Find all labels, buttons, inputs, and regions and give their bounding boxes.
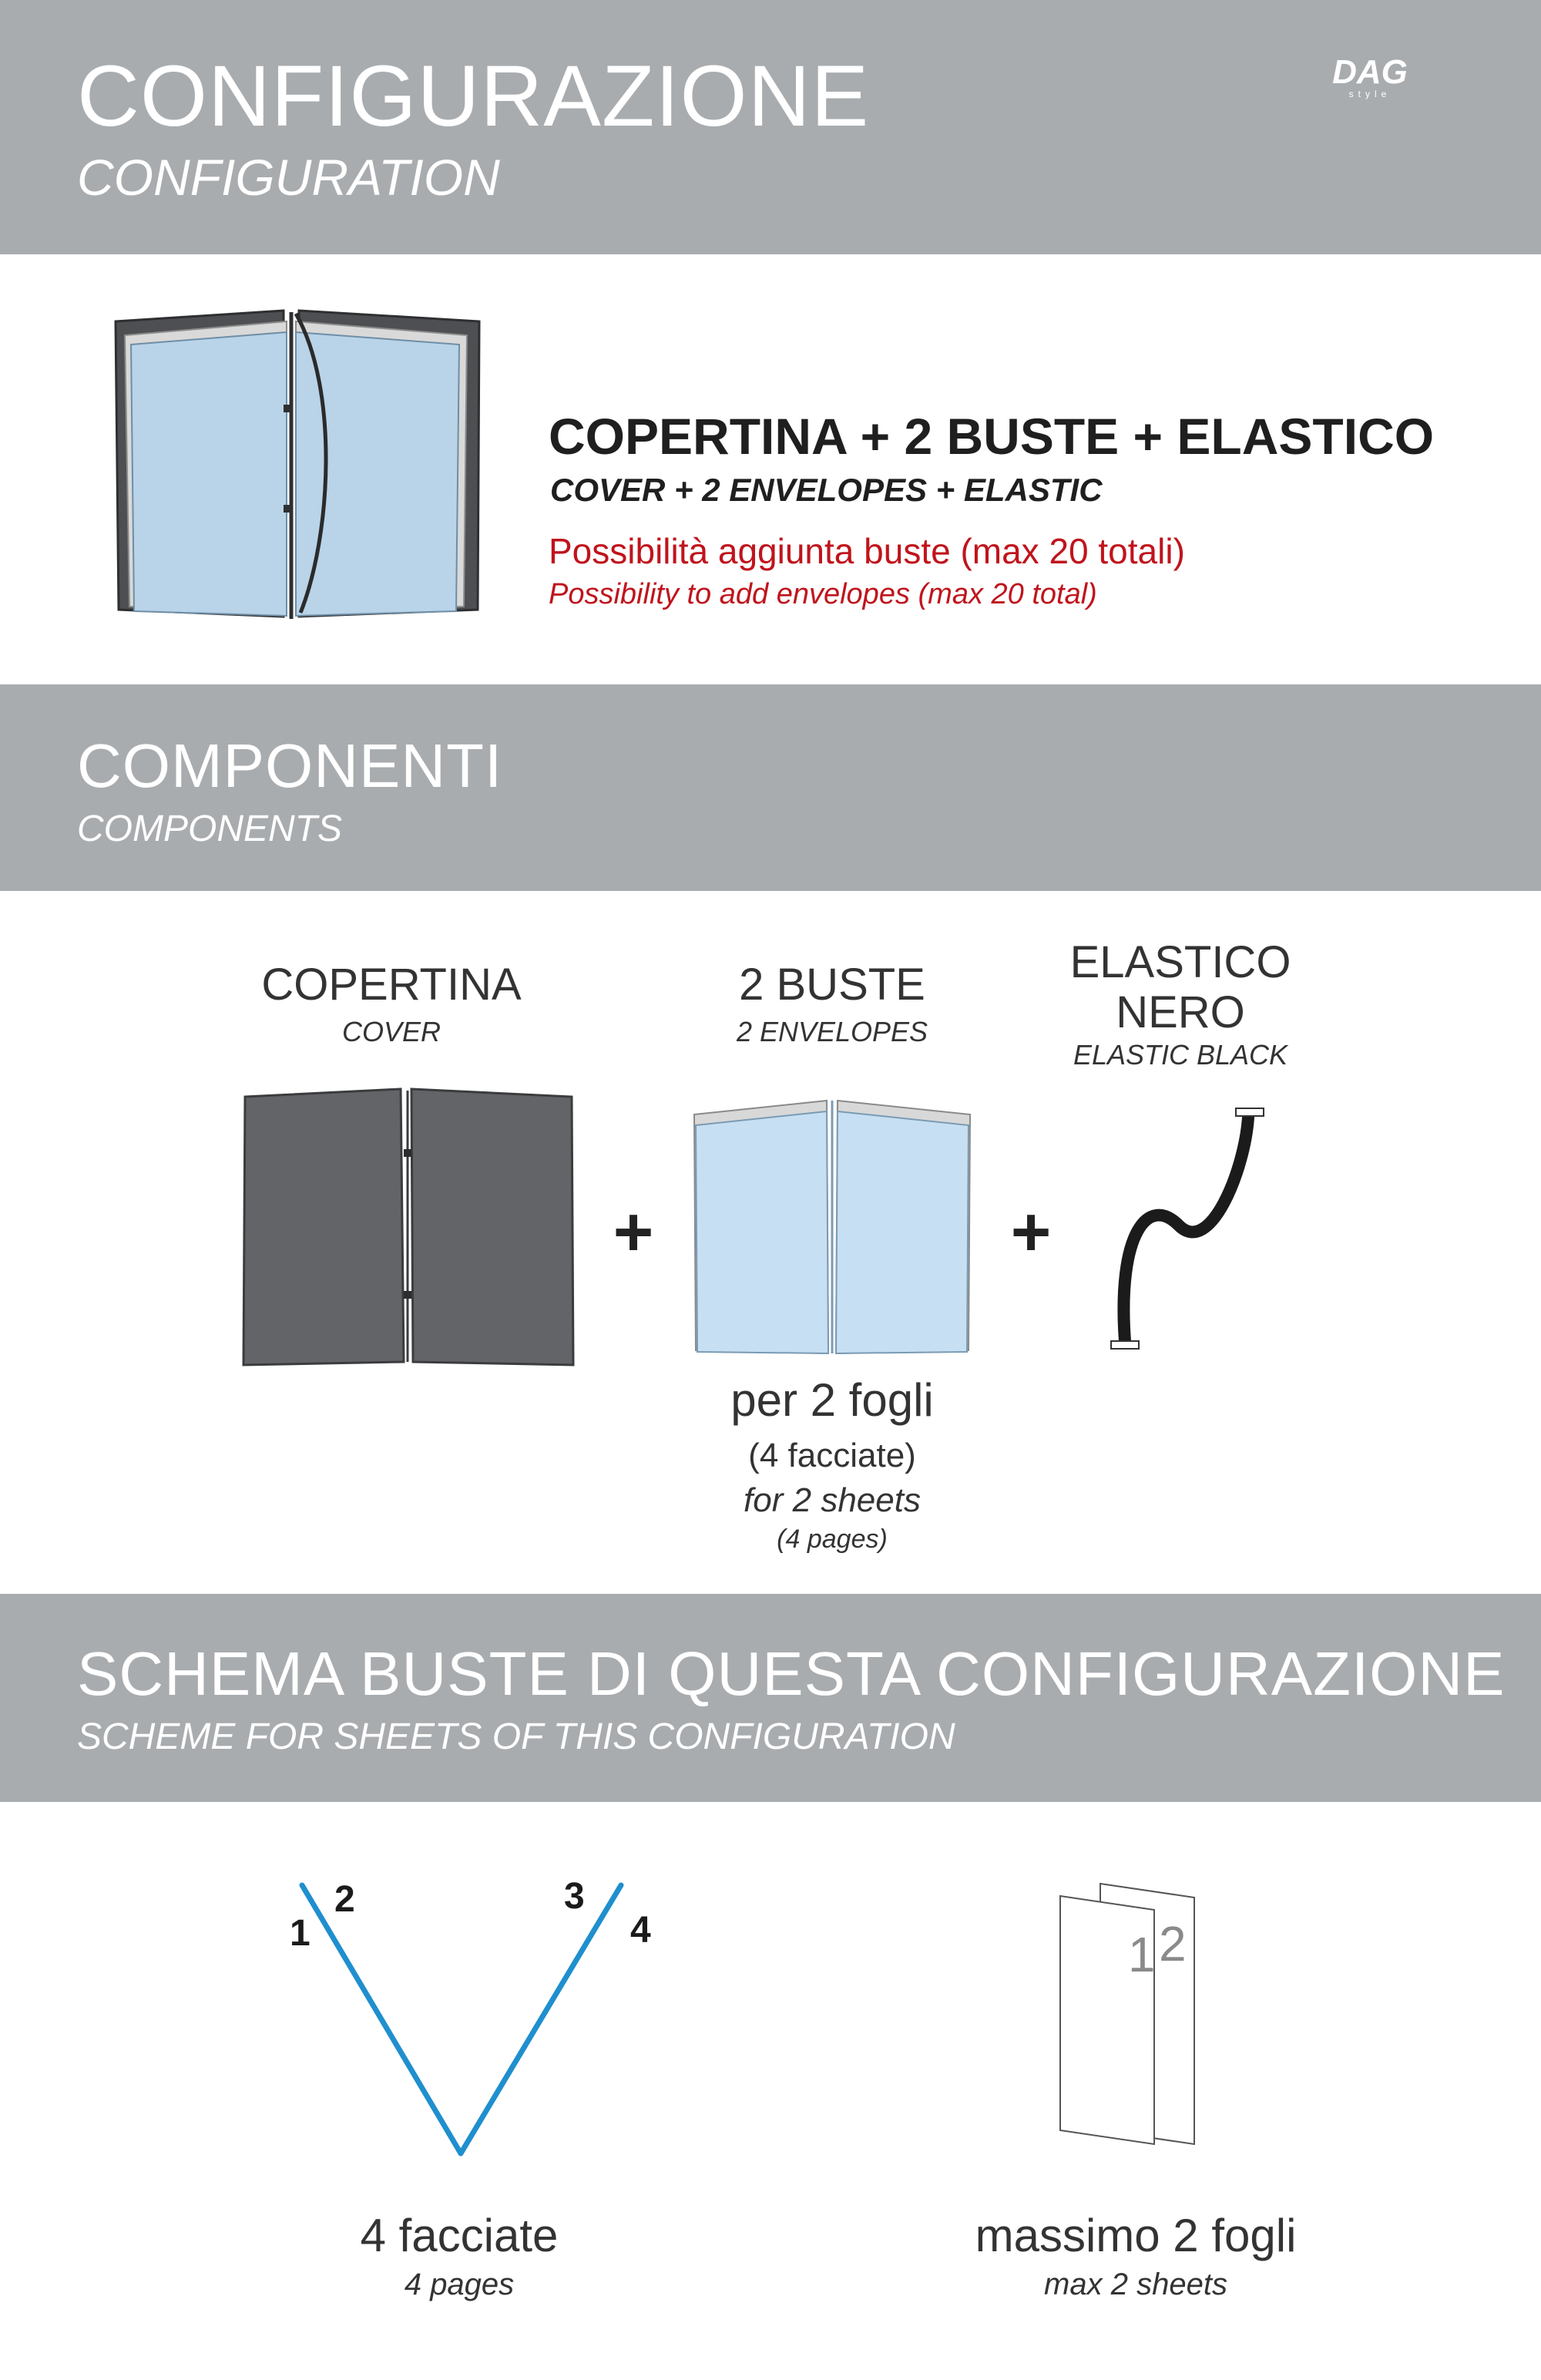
sheets-label: massimo 2 fogli	[975, 2210, 1297, 2261]
cover-label: COPERTINA	[261, 960, 522, 1010]
logo-text: DAG	[1332, 54, 1408, 91]
cover-label-en: COVER	[341, 1016, 441, 1047]
sheets-label-en: max 2 sheets	[1044, 2267, 1227, 2301]
components-title: COMPONENTI	[77, 731, 503, 800]
configuration-subtitle: CONFIGURATION	[77, 149, 500, 206]
page-scheme-diagram	[262, 1865, 678, 2173]
envelopes-capacity-en: for 2 sheets	[744, 1481, 921, 1519]
configuration-product-subtitle: COVER + 2 ENVELOPES + ELASTIC	[550, 472, 1103, 508]
scheme-subtitle: SCHEME FOR SHEETS OF THIS CONFIGURATION	[77, 1716, 955, 1757]
elastic-label-line2: NERO	[1116, 987, 1245, 1037]
cover-illustration	[239, 1083, 578, 1368]
components-header	[0, 684, 1541, 891]
page-number-3: 3	[564, 1876, 585, 1917]
envelopes-label: 2 BUSTE	[739, 960, 925, 1010]
elastic-label-line1: ELASTICO	[1069, 937, 1291, 987]
plus-sign-2: +	[1010, 1194, 1052, 1271]
pages-label: 4 facciate	[360, 2210, 559, 2261]
logo-tagline: style	[1348, 89, 1392, 99]
page-number-4: 4	[630, 1910, 651, 1951]
configuration-note-en: Possibility to add envelopes (max 20 total)	[549, 578, 1097, 610]
sheet-number-2: 2	[1159, 1916, 1187, 1972]
plus-sign-1: +	[613, 1194, 654, 1271]
configuration-product-title: COPERTINA + 2 BUSTE + ELASTICO	[549, 408, 1435, 465]
envelopes-illustration	[690, 1094, 975, 1356]
scheme-title: SCHEMA BUSTE DI QUESTA CONFIGURAZIONE	[77, 1639, 1506, 1708]
page-number-1: 1	[290, 1913, 311, 1954]
configuration-title: CONFIGURAZIONE	[77, 48, 870, 144]
envelopes-capacity-pages: (4 facciate)	[748, 1437, 916, 1474]
configuration-header	[0, 0, 1541, 254]
scheme-header	[0, 1594, 1541, 1802]
envelopes-capacity-pages-en: (4 pages)	[777, 1524, 888, 1554]
components-subtitle: COMPONENTS	[77, 808, 343, 849]
elastic-label-en: ELASTIC BLACK	[1073, 1039, 1288, 1071]
envelopes-capacity: per 2 fogli	[730, 1374, 934, 1426]
elastic-cord-illustration	[1094, 1102, 1279, 1356]
folder-open-illustration	[108, 304, 493, 628]
sheets-scheme-diagram	[1048, 1881, 1202, 2150]
pages-label-en: 4 pages	[404, 2267, 515, 2301]
configuration-note: Possibilità aggiunta buste (max 20 totali)	[549, 531, 1185, 571]
sheet-number-1: 1	[1128, 1927, 1156, 1982]
page-number-2: 2	[334, 1879, 355, 1920]
envelopes-label-en: 2 ENVELOPES	[736, 1016, 928, 1047]
dag-logo	[1270, 54, 1470, 100]
